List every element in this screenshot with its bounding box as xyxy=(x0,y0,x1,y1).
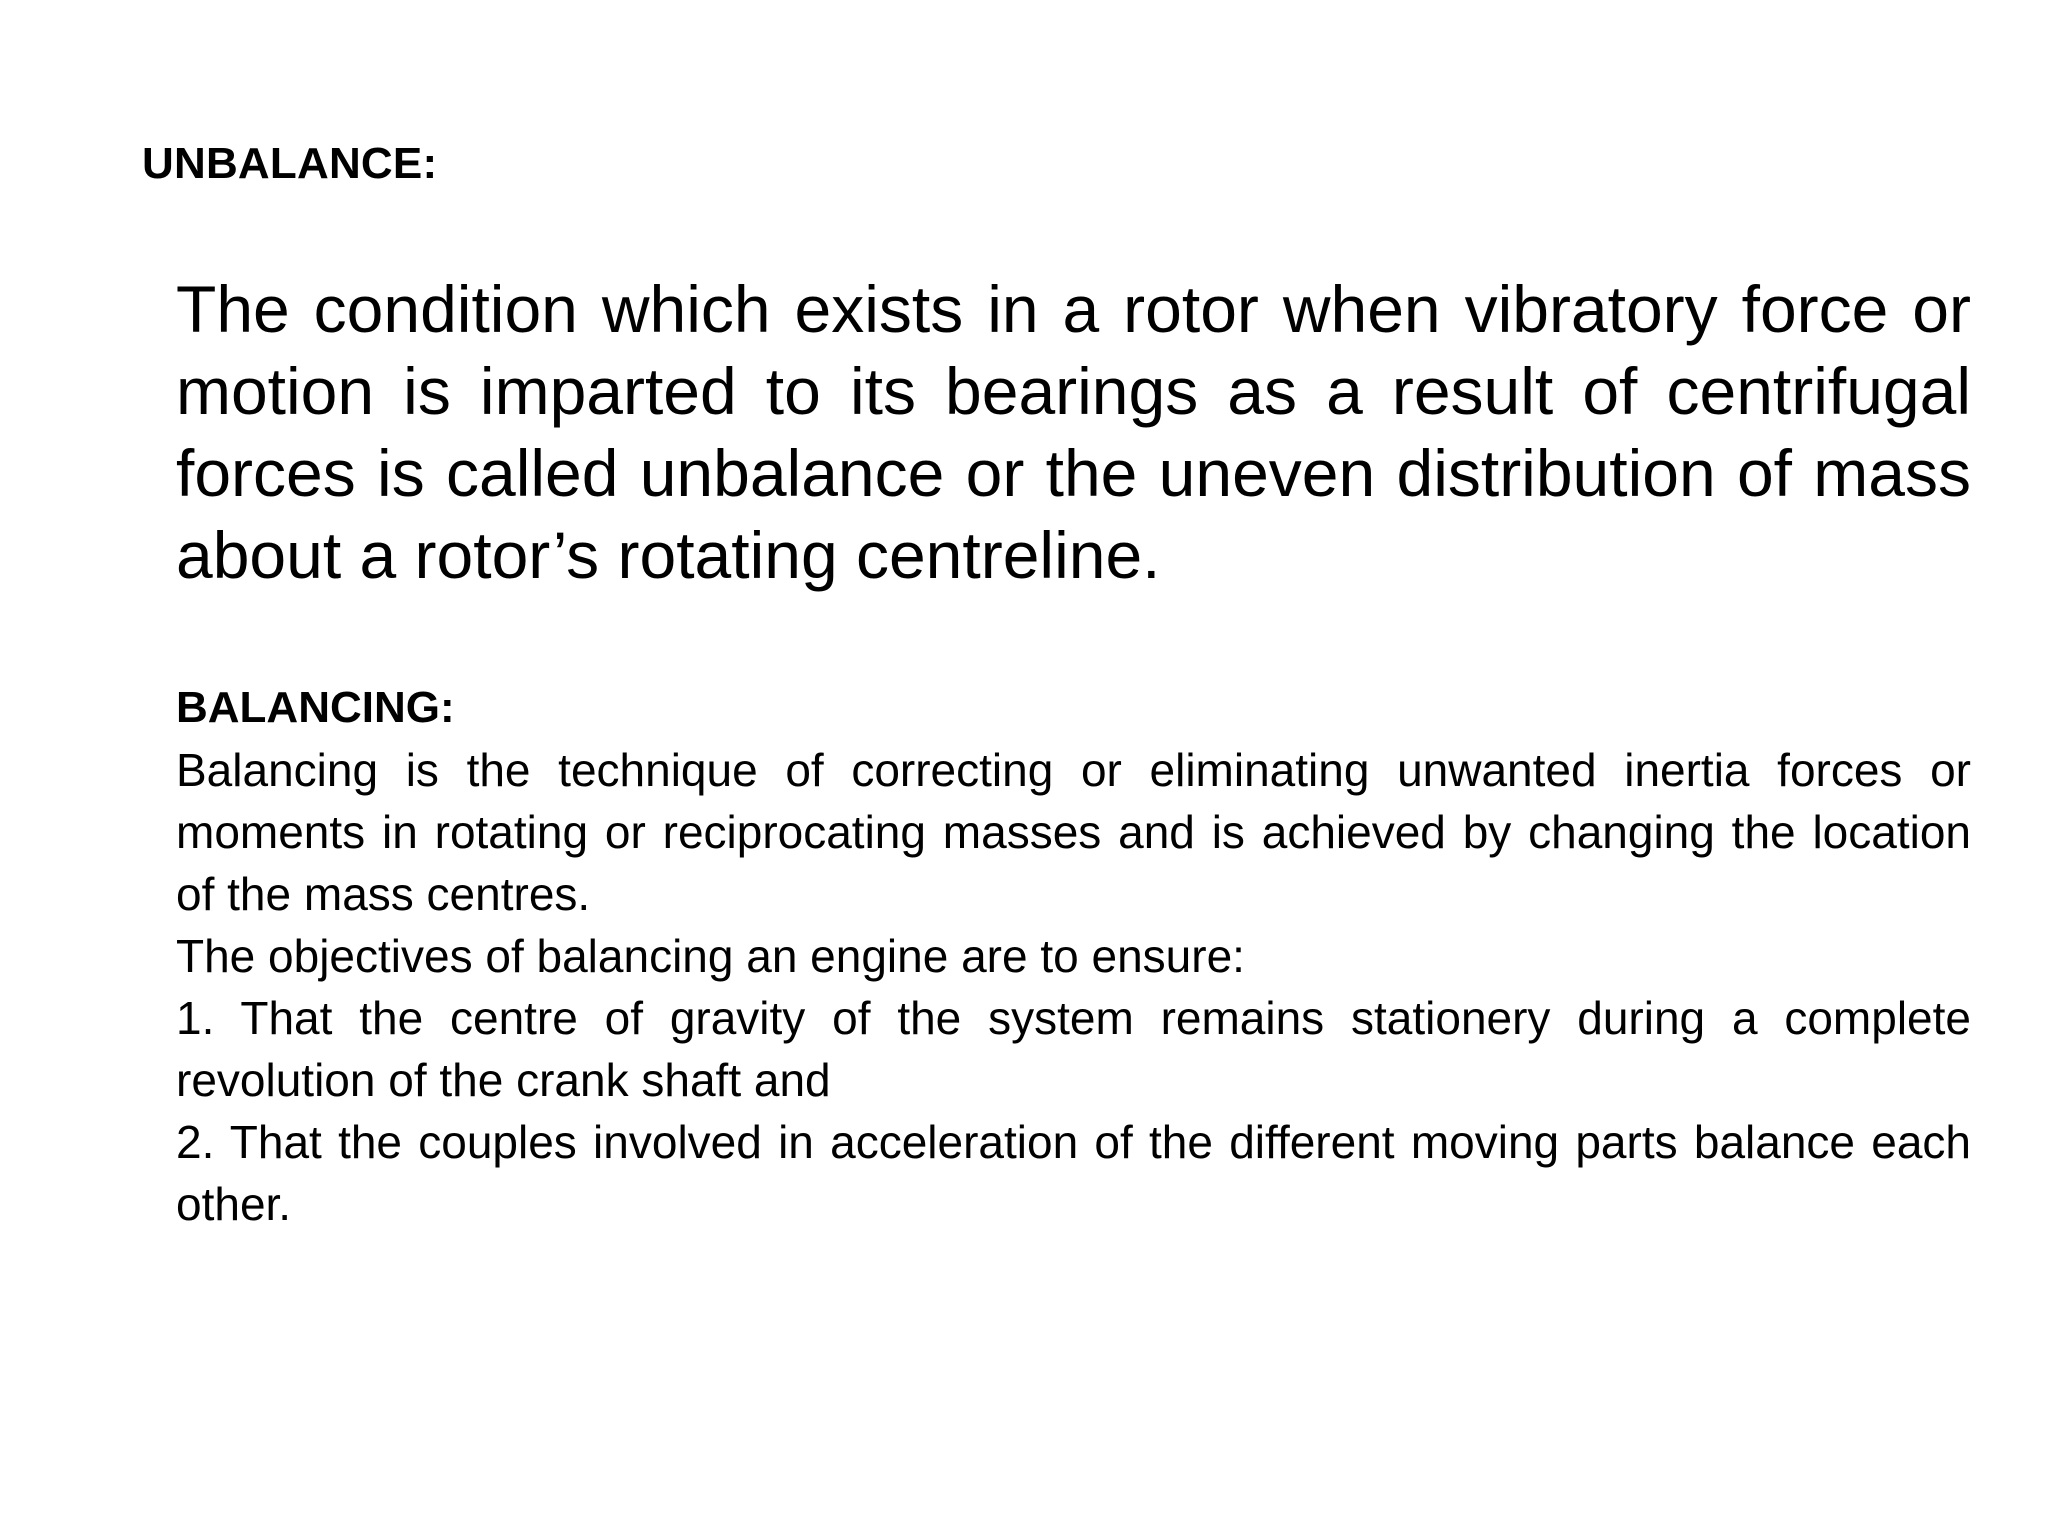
balancing-objective-item: 1. That the centre of gravity of the system remains stationery during a complete revolution of the crank shaft and xyxy=(176,992,1971,1106)
balancing-objectives-intro: The objectives of balancing an engine are to ensure: xyxy=(176,930,1245,982)
balancing-objective-item: 2. That the couples involved in acceleration of the different moving parts balance each other. xyxy=(176,1116,1971,1230)
unbalance-heading: UNBALANCE: xyxy=(142,139,438,188)
balancing-definition: Balancing is the technique of correcting or eliminating unwanted inertia forces or moments in rotating or reciprocating masses and is achieved by changing the location of the mass centres. xyxy=(176,744,1971,920)
unbalance-definition: The condition which exists in a rotor when vibratory force or motion is imparted to its bearings as a result of centrifugal forces is called unbalance or the uneven distribution of mass about a rotor’s rotating centreline. xyxy=(176,272,1971,592)
balancing-heading: BALANCING: xyxy=(176,683,455,732)
balancing-section xyxy=(176,677,1971,1235)
